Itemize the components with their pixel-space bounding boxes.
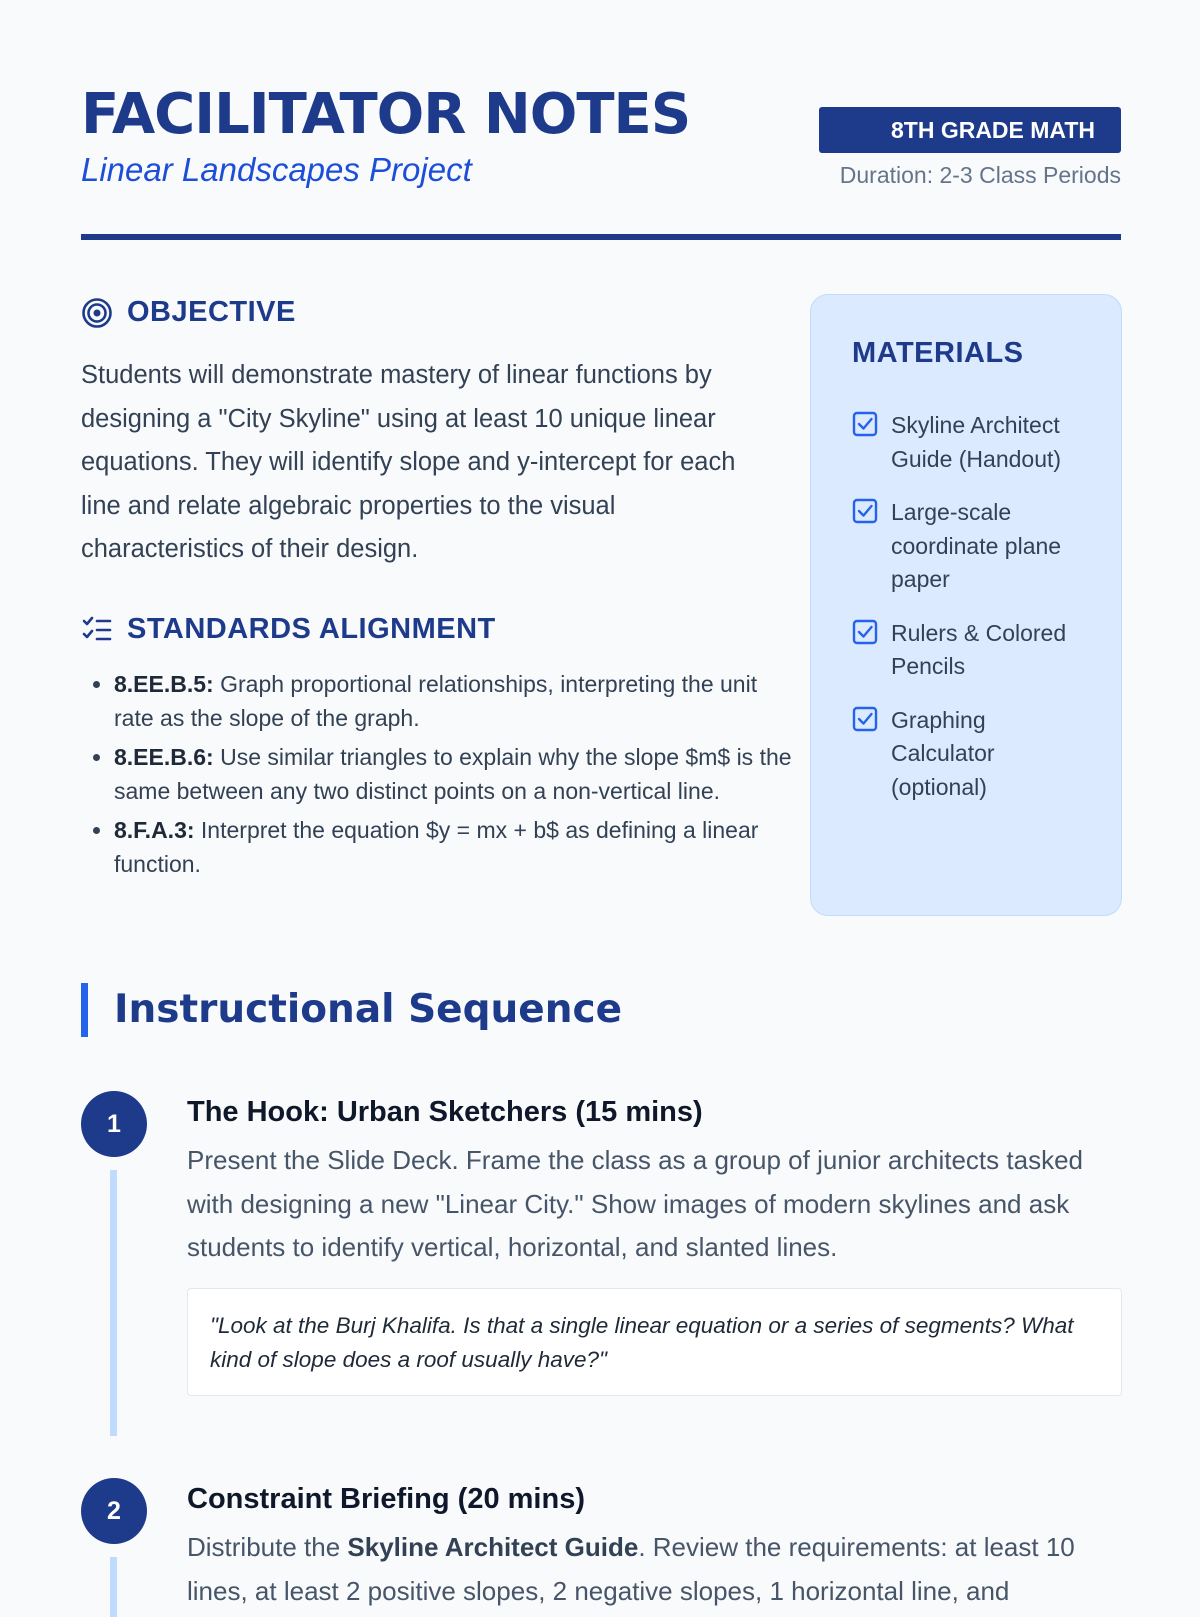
step-description: Present the Slide Deck. Frame the class as a group of junior architects tasked with designing a new "Linear City." Show images of modern skylines and ask students to identify vertical, horizontal, and slanted lines. [187,1145,1083,1262]
standard-code: 8.F.A.3: [114,817,195,843]
step-description-emphasis: Skyline Architect Guide [347,1532,639,1562]
timeline-connector [110,1557,117,1617]
project-subtitle: Linear Landscapes Project [81,151,472,188]
step-title: The Hook: Urban Sketchers (15 mins) [187,1096,703,1128]
header-divider [81,234,1121,240]
standard-text: Use similar triangles to explain why the slope $m$ is the same between any two distinct points on a non-vertical line. [114,744,792,804]
duration-text: Duration: 2-3 Class Periods [839,162,1121,188]
materials-item [852,496,1092,597]
standards-list [81,668,794,887]
standards-heading [81,613,496,646]
step-description-text: . Review the requirements: at least 10 lines, at least 2 positive slopes, 2 negative slopes, 1 horizontal line, and [187,1532,1075,1606]
standard-code: 8.EE.B.5: [114,671,214,697]
step-title: Constraint Briefing (20 mins) [187,1483,585,1515]
standard-item [114,668,794,735]
objective-text: Students will demonstrate mastery of linear functions by designing a "City Skyline" using at least 10 unique linear equations. They will identify slope and y-intercept for each line and relate algebraic properties to the visual characteristics of their design. [81,361,736,563]
materials-list [852,409,1092,824]
standards-heading-label: STANDARDS ALIGNMENT [127,613,496,645]
objective-heading [81,296,296,329]
standard-code: 8.EE.B.6: [114,744,214,770]
page-title: FACILITATOR NOTES [81,82,691,147]
materials-item-label: Large-scale coordinate plane paper [891,499,1062,592]
step-number-badge: 2 [81,1478,147,1544]
materials-title: MATERIALS [852,337,1024,369]
timeline-connector [110,1170,117,1436]
objective-heading-label: OBJECTIVE [127,296,296,328]
standard-item [114,814,794,881]
document-header [81,82,1121,242]
checkbox-checked-icon [852,498,878,524]
discussion-quote: "Look at the Burj Khalifa. Is that a single linear equation or a series of segments? What kind of slope does a roof usually have?" [187,1288,1122,1396]
grade-badge: 8TH GRADE MATH [819,107,1121,153]
step-number-badge: 1 [81,1091,147,1157]
materials-item [852,617,1092,684]
materials-item-label: Graphing Calculator (optional) [891,706,995,800]
standard-text: Graph proportional relationships, interpreting the unit rate as the slope of the graph. [114,671,758,731]
instructional-sequence-heading: Instructional Sequence [114,987,623,1032]
checkbox-checked-icon [852,706,878,732]
checklist-icon [81,614,113,646]
materials-item-label: Skyline Architect Guide (Handout) [891,412,1062,472]
checkbox-checked-icon [852,411,878,437]
standard-item [114,741,794,808]
checkbox-checked-icon [852,619,878,645]
materials-card [810,294,1122,916]
materials-item-label: Rulers & Colored Pencils [891,619,1067,679]
target-icon [81,297,113,329]
materials-item [852,704,1092,805]
materials-item [852,409,1092,476]
step-description-text: Distribute the [187,1532,348,1562]
standard-text: Interpret the equation $y = mx + b$ as defining a linear function. [114,817,759,877]
section-accent-bar [81,983,88,1037]
